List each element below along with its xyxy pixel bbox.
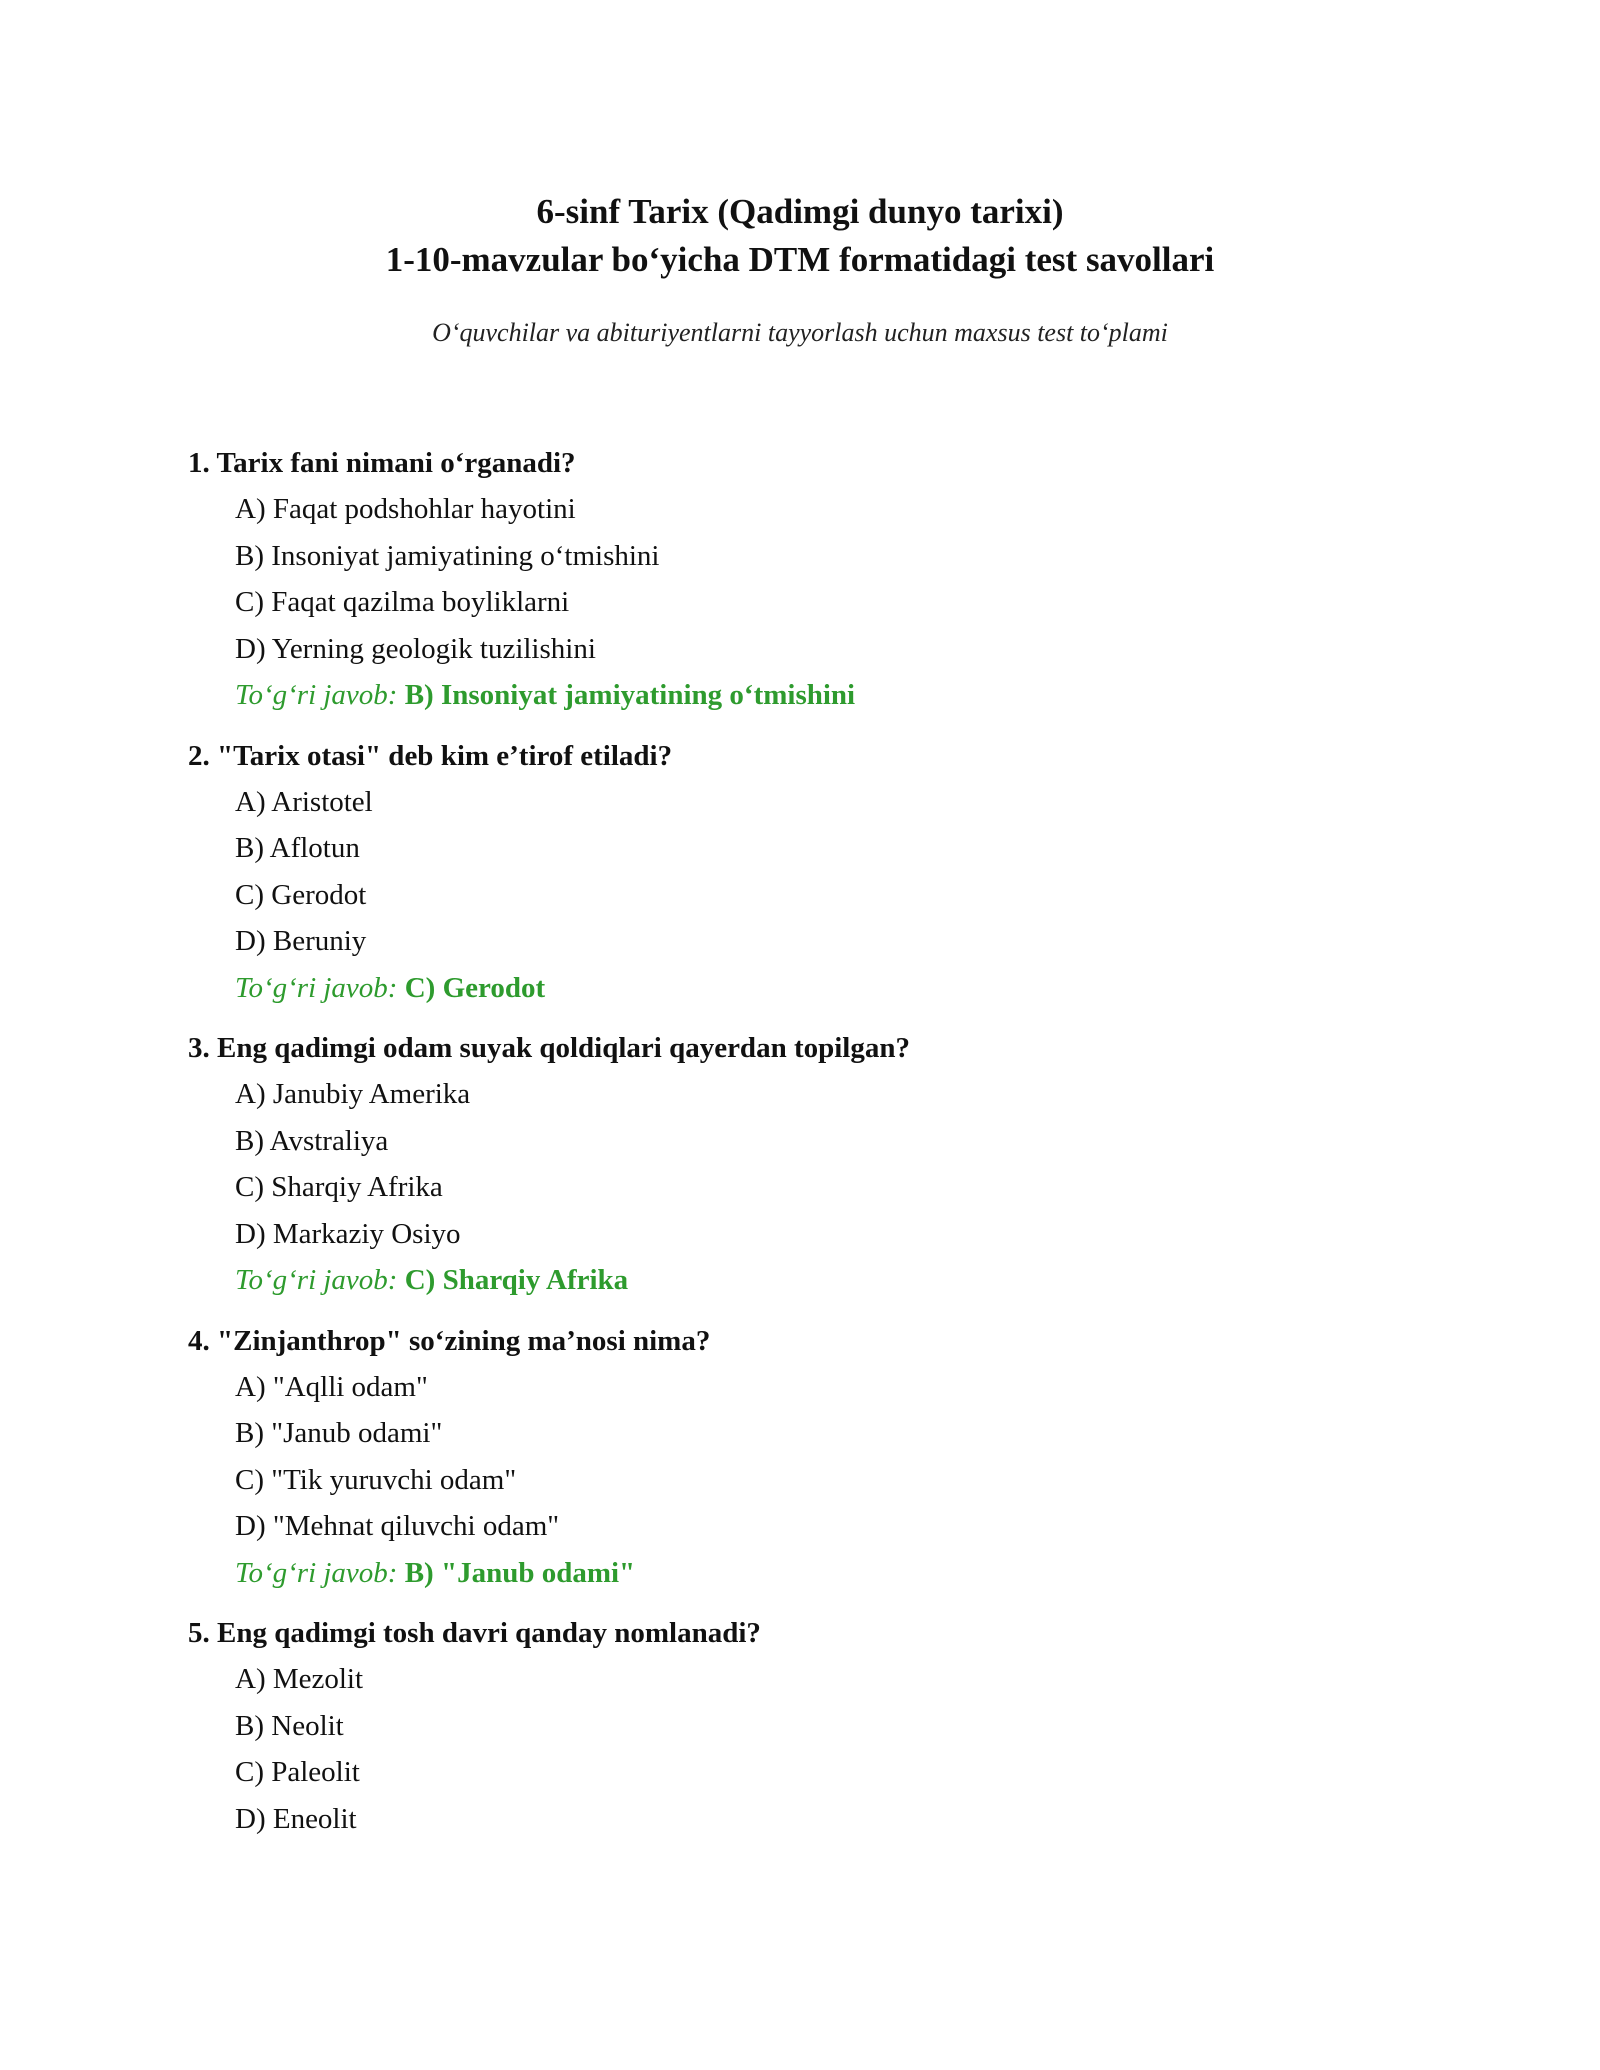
option-c: C) Sharqiy Afrika [235,1171,443,1203]
option-c: C) Gerodot [235,878,367,911]
option-d: D) "Mehnat qiluvchi odam" [235,1510,560,1542]
question-text: 3. Eng qadimgi odam suyak qoldiqlari qayerdan topilgan? [188,1032,910,1064]
correct-answer-label: To‘g‘ri javob: [235,971,398,1004]
option-b: B) Neolit [235,1709,344,1742]
option-d: D) Eneolit [235,1802,357,1835]
correct-answer [235,965,1448,1012]
question-4 [188,1318,1448,1597]
question-2 [188,733,1448,1012]
question-3 [188,1025,1448,1304]
question-text: 2. "Tarix otasi" deb kim e’tirof etiladi? [188,739,673,772]
option-c: C) Paleolit [235,1756,360,1788]
option-d: D) Beruniy [235,925,367,957]
question-1 [188,440,1448,719]
correct-answer-value: B) Insoniyat jamiyatining o‘tmishini [404,679,856,711]
correct-answer [235,672,1448,719]
option-c: C) Faqat qazilma boyliklarni [235,586,570,618]
option-a: A) Aristotel [235,785,373,818]
question-text: 5. Eng qadimgi tosh davri qanday nomlanadi? [188,1617,761,1649]
question-text: 1. Tarix fani nimani o‘rganadi? [188,447,576,479]
option-b: B) Avstraliya [235,1124,389,1157]
question-5 [188,1610,1448,1842]
correct-answer [235,1257,1448,1304]
option-c: C) "Tik yuruvchi odam" [235,1463,517,1496]
option-a: A) "Aqlli odam" [235,1370,428,1403]
option-b: B) Aflotun [235,832,360,864]
correct-answer-label: To‘g‘ri javob: [235,1264,398,1296]
option-b: B) "Janub odami" [235,1417,443,1449]
option-b: B) Insoniyat jamiyatining o‘tmishini [235,539,660,572]
option-a: A) Faqat podshohlar hayotini [235,493,576,525]
option-a: A) Mezolit [235,1663,364,1695]
document-title-line-2: 1-10-mavzular bo‘yicha DTM formatidagi test savollari [385,240,1215,279]
correct-answer-value: B) "Janub odami" [404,1556,636,1589]
correct-answer-label: To‘g‘ri javob: [235,1556,398,1589]
document-title-line-1: 6-sinf Tarix (Qadimgi dunyo tarixi) [536,192,1064,231]
option-d: D) Yerning geologik tuzilishini [235,632,596,665]
correct-answer-value: C) Sharqiy Afrika [404,1264,629,1296]
question-text: 4. "Zinjanthrop" so‘zining ma’nosi nima? [188,1324,711,1357]
correct-answer-label: To‘g‘ri javob: [235,679,398,711]
question-list [188,440,1448,1842]
correct-answer-value: C) Gerodot [404,971,546,1004]
option-d: D) Markaziy Osiyo [235,1217,461,1250]
document-header [0,188,1600,350]
document-subtitle: O‘quvchilar va abituriyentlarni tayyorlash uchun maxsus test to‘plami [432,318,1168,347]
correct-answer [235,1550,1448,1597]
option-a: A) Janubiy Amerika [235,1078,471,1110]
